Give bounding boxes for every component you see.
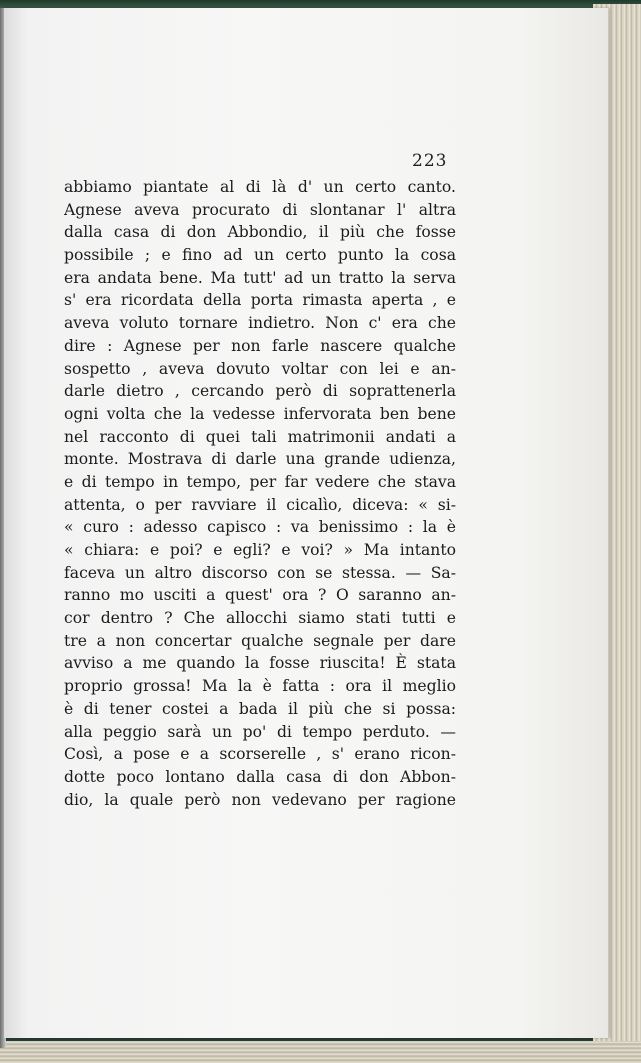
text-line: dio, la quale però non vedevano per ragione — [64, 790, 456, 809]
body-text — [64, 176, 456, 811]
text-line: ranno mo usciti a quest' ora ? O saranno an- — [64, 586, 456, 605]
text-line: dalla casa di don Abbondio, il più che fosse — [64, 223, 456, 242]
text-line: proprio grossa! Ma la è fatta : ora il meglio — [64, 677, 456, 696]
text-line: « chiara: e poi? e egli? e voi? » Ma intanto — [64, 541, 456, 559]
text-line: dotte poco lontano dalla casa di don Abbon- — [64, 767, 456, 786]
text-line: nel racconto di quei tali matrimonii andati a — [64, 427, 456, 446]
text-line: s' era ricordata della porta rimasta aperta , e — [64, 291, 456, 310]
text-line: era andata bene. Ma tutt' ad un tratto la serva — [64, 268, 456, 287]
text-line: Agnese aveva procurato di slontanar l' altra — [64, 200, 456, 219]
text-line: e di tempo in tempo, per far vedere che stava — [64, 472, 456, 491]
text-line: « curo : adesso capisco : va benissimo : la è — [64, 518, 456, 537]
text-line: ogni volta che la vedesse infervorata ben bene — [64, 404, 456, 423]
text-line: darle dietro , cercando però di soprattenerla — [64, 382, 456, 401]
text-line: alla peggio sarà un po' di tempo perduto. — — [64, 722, 456, 741]
text-line: sospetto , aveva dovuto voltar con lei e an- — [64, 359, 456, 378]
text-line: attenta, o per ravviare il cicalìo, diceva: « si- — [64, 495, 456, 514]
text-line: abbiamo piantate al di là d' un certo canto. — [64, 178, 456, 196]
text-line: Così, a pose e a scorserelle , s' erano ricon- — [64, 745, 456, 764]
text-line: possibile ; e fino ad un certo punto la cosa — [64, 246, 456, 265]
text-line: faceva un altro discorso con se stessa. — Sa- — [64, 563, 456, 582]
text-line: dire : Agnese per non farle nascere qualche — [64, 336, 456, 355]
text-line: tre a non concertar qualche segnale per dare — [64, 631, 456, 650]
page-number: 223 — [412, 151, 448, 171]
book-page — [4, 8, 609, 1038]
bottom-page-edge — [0, 1041, 641, 1063]
text-line: monte. Mostrava di darle una grande udienza, — [64, 450, 456, 469]
text-line: è di tener costei a bada il più che si possa: — [64, 699, 456, 718]
text-line: cor dentro ? Che allocchi siamo stati tutti e — [64, 609, 456, 628]
text-line: aveva voluto tornare indietro. Non c' era che — [64, 314, 456, 333]
text-line: avviso a me quando la fosse riuscita! È stata — [64, 654, 456, 673]
